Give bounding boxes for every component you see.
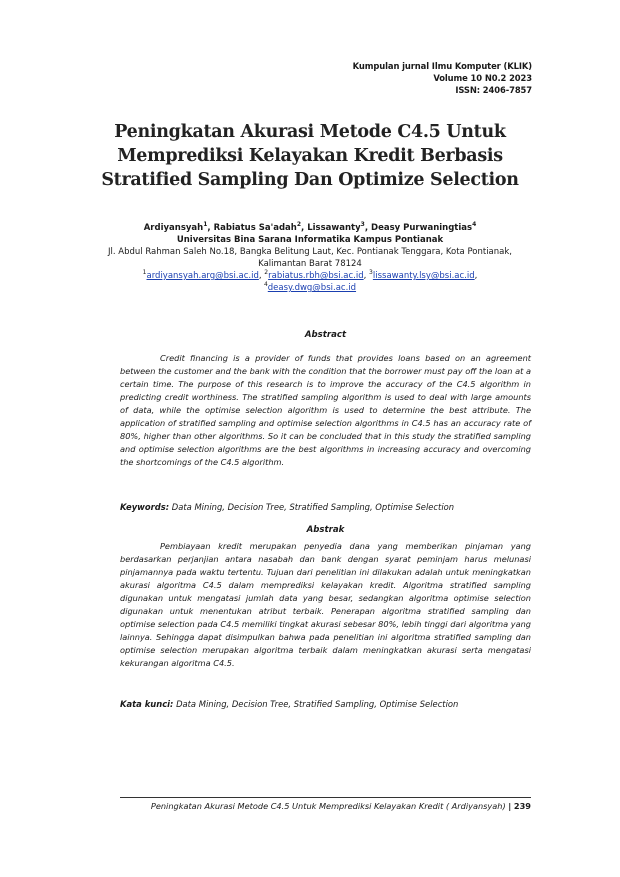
author-name: Ardiyansyah [143,223,204,233]
running-title: Peningkatan Akurasi Metode C4.5 Untuk Memprediksi Kelayakan Kredit ( Ardiyansyah) [150,801,506,811]
email-marker: 1 [142,269,147,277]
page-footer [120,797,531,811]
author-block [100,222,520,294]
author-name: Lissawanty [307,223,361,233]
address: Jl. Abdul Rahman Saleh No.18, Bangka Belitung Laut, Kec. Pontianak Tenggara, Kota Pontianak, Kalimantan Barat 78124 [108,247,512,269]
author-marker: 2 [296,221,301,229]
footer-separator: | [508,801,512,811]
email-link[interactable]: ardiyansyah.arg@bsi.ac.id [146,271,259,281]
keywords-text: Data Mining, Decision Tree, Stratified Sampling, Optimise Selection [171,502,455,512]
author-names: Ardiyansyah$^1$, Rabiatus Sa'adah$^2$, Lissawanty$^3$, Deasy Purwaningtias$^4$ [143,221,477,233]
affiliation: Universitas Bina Sarana Informatika Kampus Pontianak [176,235,444,245]
journal-name: Kumpulan jurnal Ilmu Komputer (KLIK) [352,61,532,71]
email-link[interactable]: rabiatus.rbh@bsi.ac.id [268,271,364,281]
abstrak-heading: Abstrak [306,525,345,535]
title-line: Memprediksi Kelayakan Kredit Berbasis [117,146,503,166]
journal-volume: Volume 10 N0.2 2023 [433,73,532,83]
author-name: Rabiatus Sa'adah [213,223,297,233]
email-marker: 3 [369,269,373,277]
email-link[interactable]: lissawanty.lsy@bsi.ac.id [372,271,475,281]
author-marker: 1 [203,221,208,229]
abstract-heading: Abstract [304,330,347,340]
email-marker: 4 [263,281,268,289]
email-marker: 2 [264,269,269,277]
journal-header [353,60,532,96]
title-line: Peningkatan Akurasi Metode C4.5 Untuk [114,122,506,142]
email-link[interactable]: deasy.dwg@bsi.ac.id [267,283,357,293]
paper-title [90,120,530,192]
keywords-label: Keywords: [120,502,170,512]
kata-kunci-label: Kata kunci: [120,699,174,709]
page-number: 239 [513,801,531,811]
journal-issn: ISSN: 2406-7857 [455,85,532,95]
email-list: $^1$ardiyansyah.arg@bsi.ac.id, $^2$rabiatus.rbh@bsi.ac.id, $^3$lissawanty.lsy@bsi.ac.id, $^4$deasy.dwg@bsi.ac.id [142,269,478,293]
abstract-text: Credit financing is a provider of funds that provides loans based on an agreement between the customer and the bank with the condition that the borrower must pay off the loan at a certain time. The purpose of this research is to improve the accuracy of the C4.5 algorithm in predicting credit worthiness. The stratified sampling algorithm is used to deal with large amounts of data, while the optimise selection algorithm is used to determine the best attribute. The application of stratified sampling and optimise selection algorithms in C4.5 has an accuracy rate of 80%, higher than other algorithms. So it can be concluded that in this study the stratified sampling and optimise selection algorithms are the best algorithms in increasing accuracy and overcoming the shortcomings of the C4.5 algorithm. [120,353,531,467]
author-name: Deasy Purwaningtias [371,223,473,233]
kata-kunci-text: Data Mining, Decision Tree, Stratified Sampling, Optimise Selection [176,699,459,709]
author-marker: 3 [360,221,365,229]
author-marker: 4 [472,221,477,229]
keywords-line [120,502,531,512]
title-line: Stratified Sampling Dan Optimize Selection [101,170,519,190]
kata-kunci-line [120,699,531,709]
abstrak-text: Pembiayaan kredit merupakan penyedia dana yang memberikan pinjaman yang berdasarkan perjanjian antara nasabah dan bank dengan syarat peminjam harus melunasi pinjamannya pada waktu tertentu. Tujuan dari penelitian ini dilakukan adalah untuk meningkatkan akurasi algoritma C4.5 dalam memprediksi kelayakan kredit. Algoritma stratified sampling digunakan untuk mengatasi jumlah data yang besar, sedangkan algoritma optimise selection digunakan untuk menentukan atribut terbaik. Penerapan algoritma stratified sampling dan optimise selection pada C4.5 memiliki tingkat akurasi sebesar 80%, lebih tinggi dari algoritma yang lainnya. Sehingga dapat disimpulkan bahwa pada penelitian ini algoritma stratified sampling dan optimise selection merupakan algoritma terbaik dalam meningkatkan akurasi serta mengatasi kekurangan algoritma C4.5. [120,541,531,668]
